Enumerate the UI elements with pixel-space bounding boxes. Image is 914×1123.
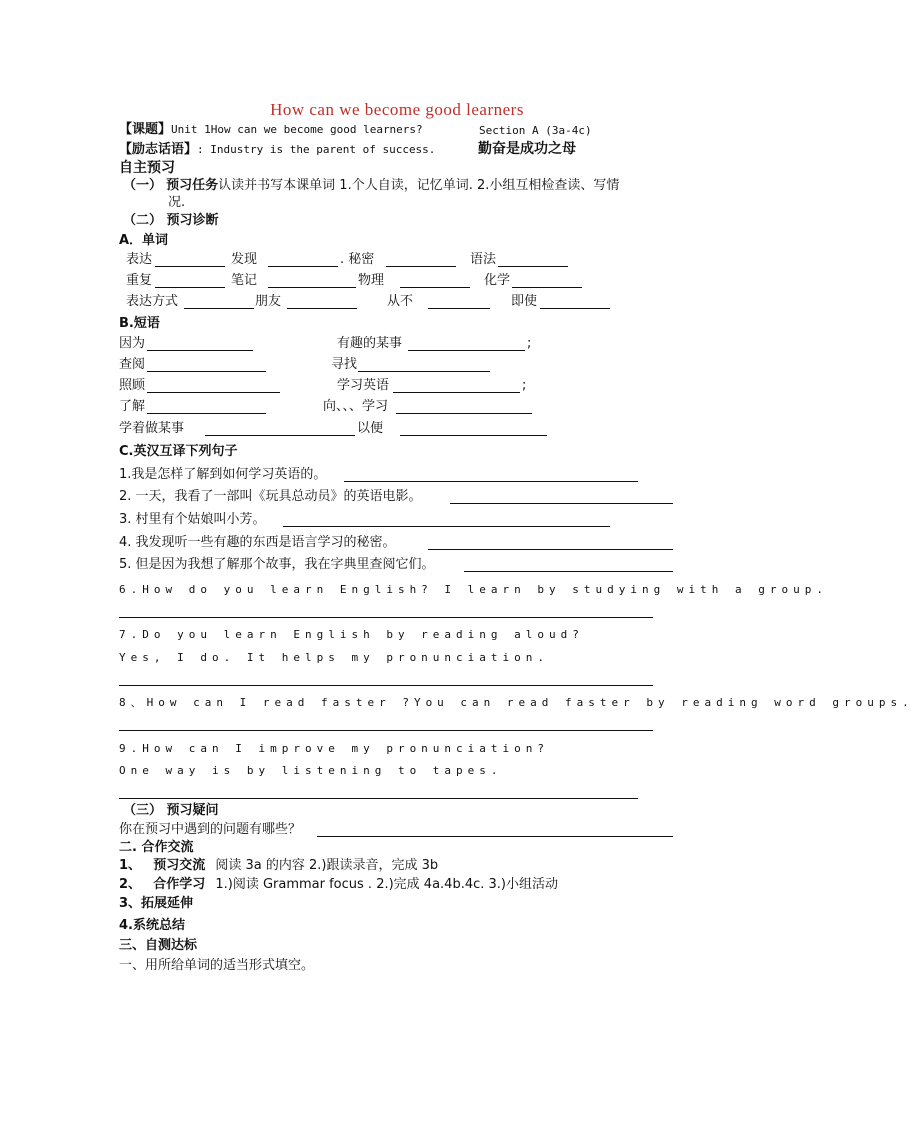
doubts-label: 预习疑问 [166,803,219,818]
self-study-heading: 自主预习 [119,160,175,176]
word-prompt: 笔记 [231,273,258,288]
answer-blank[interactable] [428,549,673,550]
semicolon: ; [522,378,527,393]
phrase-prompt: 有趣的某事 [337,336,403,351]
task-label: 预习任务 [166,178,219,193]
word-prompt: 表达 [126,252,153,267]
topic-section: Section A (3a-4c) [479,124,592,137]
summary-heading: 4.系统总结 [119,918,185,933]
answer-blank[interactable] [119,617,653,618]
answer-blank[interactable] [268,266,338,267]
diagnosis-label: 预习诊断 [166,213,219,228]
answer-blank[interactable] [408,350,525,351]
coop-item-2 [119,877,558,893]
answer-blank[interactable] [147,392,280,393]
answer-blank[interactable] [540,308,610,309]
diagnosis-heading [123,213,219,229]
doubts-num: （三） [123,803,163,818]
sentence-1: 1.我是怎样了解到如何学习英语的。 [119,467,327,482]
sentence-9-question: 9.How can I improve my pronunciation? [119,742,550,755]
sentence-2: 2. 一天，我看了一部叫《玩具总动员》的英语电影。 [119,489,422,504]
motto-label: 【励志话语】 [119,142,198,157]
task-line [123,178,619,194]
semicolon: ; [527,336,532,351]
topic-line [119,122,423,138]
answer-blank[interactable] [147,371,266,372]
doubts-question: 你在预习中遇到的问题有哪些？ [119,822,302,837]
phrase-prompt: 查阅 [119,357,146,372]
task-text: 认读并书写本课单词 1.个人自读，记忆单词. 2.小组互相检查读、写情 [218,178,620,193]
topic-label: 【课题】 [119,122,172,137]
answer-blank[interactable] [344,481,638,482]
coop-item-2-label: 合作学习 [153,877,206,892]
word-prompt: 即使 [511,294,538,309]
coop-item-1 [119,858,438,874]
task-line-2: 况. [168,195,186,210]
word-prompt: 重复 [126,273,153,288]
phrase-prompt: 寻找 [331,357,358,372]
answer-blank[interactable] [287,308,357,309]
answer-blank[interactable] [155,287,225,288]
word-prompt: 物理 [358,273,385,288]
motto-line [119,142,435,158]
phrase-prompt: 了解 [119,399,146,414]
word-prompt: 发现 [231,252,258,267]
coop-item-1-text: 阅读 3a 的内容 2.)跟读录音，完成 3b [215,858,439,873]
coop-item-2-text: 1.)阅读 Grammar focus . 2.)完成 4a.4b.4c. 3.)小组活动 [215,877,558,892]
answer-blank[interactable] [464,571,673,572]
phrases-heading: B.短语 [119,316,160,331]
answer-blank[interactable] [512,287,582,288]
page-title: How can we become good learners [270,100,524,119]
motto-text: : Industry is the parent of success. [197,143,436,156]
extend-heading: 3、拓展延伸 [119,896,194,911]
answer-blank[interactable] [205,435,355,436]
answer-blank[interactable] [147,413,266,414]
diagnosis-num: （二） [123,213,163,228]
answer-blank[interactable] [155,266,225,267]
translate-heading: C.英汉互译下列句子 [119,444,238,459]
answer-blank[interactable] [400,435,547,436]
answer-blank[interactable] [268,287,356,288]
answer-blank[interactable] [498,266,568,267]
words-heading: A．单词 [119,233,169,248]
word-prompt: 表达方式 [126,294,179,309]
answer-blank[interactable] [396,413,532,414]
answer-blank[interactable] [184,308,254,309]
answer-blank[interactable] [393,392,520,393]
answer-blank[interactable] [119,798,638,799]
coop-item-2-num: 2、 [119,877,142,892]
sentence-3: 3. 村里有个姑娘叫小芳。 [119,512,266,527]
word-prompt: 从不 [387,294,414,309]
answer-blank[interactable] [386,266,456,267]
answer-blank[interactable] [428,308,490,309]
phrase-prompt: 向、、、学习 [323,399,389,414]
answer-blank[interactable] [119,685,653,686]
phrase-prompt: 以便 [357,421,384,436]
word-prompt: 语法 [470,252,497,267]
answer-blank[interactable] [400,287,470,288]
answer-blank[interactable] [450,503,673,504]
sentence-7-question: 7.Do you learn English by reading aloud? [119,628,584,641]
sentence-4: 4. 我发现听一些有趣的东西是语言学习的秘密。 [119,535,396,550]
task-num: （一） [123,178,163,193]
sentence-6: 6.How do you learn English? I learn by studying with a group. [119,583,828,596]
answer-blank[interactable] [283,526,610,527]
coop-item-1-label: 预习交流 [153,858,206,873]
topic-text: Unit 1How can we become good learners? [171,123,423,136]
sentence-9-answer: One way is by listening to tapes. [119,764,503,777]
cooperation-heading: 二. 合作交流 [119,840,194,855]
phrase-prompt: 学着做某事 [119,421,185,436]
coop-item-1-num: 1、 [119,858,142,873]
answer-blank[interactable] [358,371,490,372]
motto-chinese: 勤奋是成功之母 [478,141,576,157]
self-test-heading: 三、自测达标 [119,938,198,953]
phrase-prompt: 学习英语 [337,378,390,393]
doubts-heading [123,803,219,819]
sentence-8: 8、How can I read faster ?You can read faster by reading word groups. [119,696,914,709]
sentence-7-answer: Yes, I do. It helps my pronunciation. [119,651,550,664]
phrase-prompt: 照顾 [119,378,146,393]
word-prompt: 化学 [484,273,511,288]
answer-blank[interactable] [119,730,653,731]
word-prompt: 朋友 [255,294,282,309]
phrase-prompt: 因为 [119,336,146,351]
answer-blank[interactable] [147,350,253,351]
word-prompt: . 秘密 [340,252,375,267]
sentence-5: 5. 但是因为我想了解那个故事，我在字典里查阅它们。 [119,557,435,572]
fill-in-instruction: 一、用所给单词的适当形式填空。 [119,958,315,973]
answer-blank[interactable] [317,836,673,837]
